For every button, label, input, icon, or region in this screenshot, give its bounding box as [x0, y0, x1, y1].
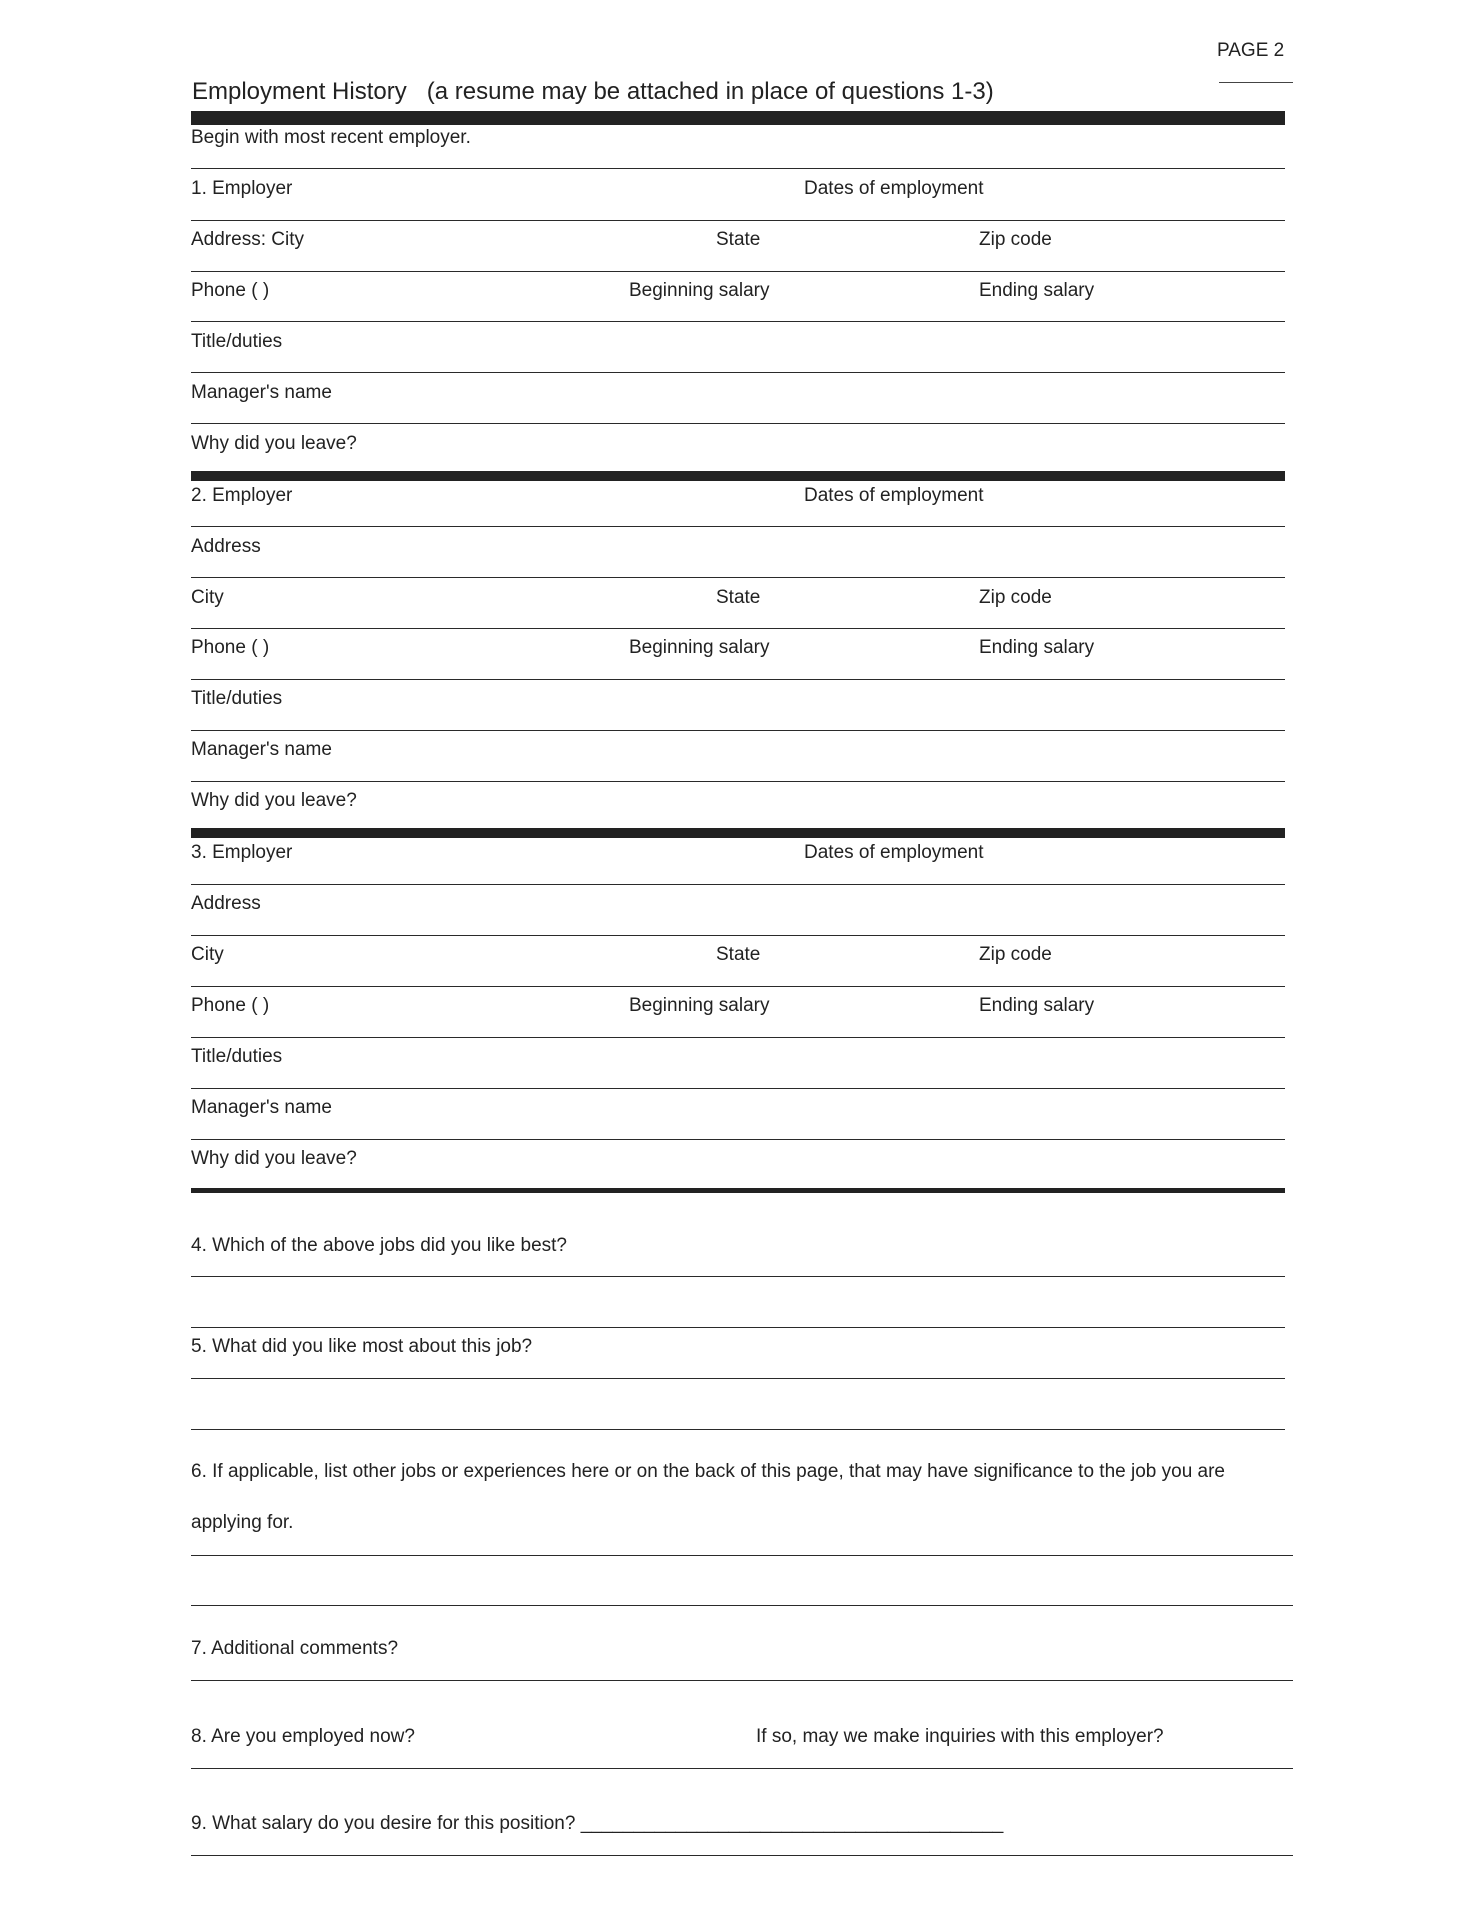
- employer-3-title-line[interactable]: [191, 1088, 1285, 1089]
- employer-1-zip-label: Zip code: [979, 229, 1052, 250]
- employer-3-title-label: Title/duties: [191, 1046, 283, 1067]
- employer-1-manager-line[interactable]: [191, 423, 1285, 424]
- rule: [191, 168, 1285, 169]
- employer-3-manager-line[interactable]: [191, 1139, 1285, 1140]
- employer-2-label: 2. Employer: [191, 485, 293, 506]
- employer-2-title-line[interactable]: [191, 730, 1285, 731]
- employer-1-address-line[interactable]: [191, 271, 1285, 272]
- employer-1-state-label: State: [716, 229, 761, 250]
- employer-3-zip-label: Zip code: [979, 944, 1052, 965]
- employer-3-dates-label: Dates of employment: [804, 842, 984, 863]
- employer-1-end-salary-label: Ending salary: [979, 280, 1095, 301]
- employer-2-phone-label: Phone ( ): [191, 637, 270, 658]
- section-rule: [191, 828, 1285, 838]
- employer-2-end-salary-label: Ending salary: [979, 637, 1095, 658]
- employer-2-manager-label: Manager's name: [191, 739, 332, 760]
- employer-2-zip-label: Zip code: [979, 587, 1052, 608]
- employer-3-begin-salary-label: Beginning salary: [629, 995, 770, 1016]
- employer-1-title-label: Title/duties: [191, 331, 283, 352]
- employer-1-address-city-label: Address: City: [191, 229, 304, 250]
- question-9: 9. What salary do you desire for this position? ________________________________________: [191, 1813, 1004, 1834]
- question-7-answer-line[interactable]: [191, 1680, 1293, 1681]
- question-4: 4. Which of the above jobs did you like best?: [191, 1235, 568, 1256]
- employer-1-dates-label: Dates of employment: [804, 178, 984, 199]
- question-5-answer-line[interactable]: [191, 1378, 1285, 1379]
- employer-2-manager-line[interactable]: [191, 781, 1285, 782]
- question-6-answer-line[interactable]: [191, 1555, 1293, 1556]
- employer-2-address-label: Address: [191, 536, 261, 557]
- question-6-continued: applying for.: [191, 1512, 294, 1533]
- employer-1-label: 1. Employer: [191, 178, 293, 199]
- employer-2-city-line[interactable]: [191, 628, 1285, 629]
- employer-1-begin-salary-label: Beginning salary: [629, 280, 770, 301]
- question-6: 6. If applicable, list other jobs or experiences here or on the back of this page, that may have significance to the job you are: [191, 1461, 1225, 1482]
- header-rule: [191, 111, 1285, 125]
- question-5-answer-line[interactable]: [191, 1429, 1285, 1430]
- employer-1-title-line[interactable]: [191, 372, 1285, 373]
- employer-1-manager-label: Manager's name: [191, 382, 332, 403]
- employer-2-state-label: State: [716, 587, 761, 608]
- title-text: Employment History: [192, 78, 407, 105]
- employer-1-why-leave-label: Why did you leave?: [191, 433, 357, 454]
- question-8: 8. Are you employed now?: [191, 1726, 415, 1747]
- employer-3-why-leave-label: Why did you leave?: [191, 1148, 357, 1169]
- employer-3-end-salary-label: Ending salary: [979, 995, 1095, 1016]
- employer-1-line[interactable]: [191, 220, 1285, 221]
- section-rule: [191, 471, 1285, 481]
- employer-2-dates-label: Dates of employment: [804, 485, 984, 506]
- employer-2-line[interactable]: [191, 526, 1285, 527]
- section-rule: [191, 1188, 1285, 1193]
- employer-2-why-leave-label: Why did you leave?: [191, 790, 357, 811]
- question-8-answer-line[interactable]: [191, 1768, 1293, 1769]
- question-4-answer-line[interactable]: [191, 1327, 1285, 1328]
- employer-3-phone-label: Phone ( ): [191, 995, 270, 1016]
- employer-3-state-label: State: [716, 944, 761, 965]
- employer-3-city-line[interactable]: [191, 986, 1285, 987]
- question-5: 5. What did you like most about this job?: [191, 1336, 533, 1357]
- page-number: PAGE 2: [1217, 40, 1285, 61]
- title-note: (a resume may be attached in place of questions 1-3): [426, 78, 994, 105]
- employer-2-city-label: City: [191, 587, 224, 608]
- question-9-answer-line[interactable]: [191, 1855, 1293, 1856]
- question-4-answer-line[interactable]: [191, 1276, 1285, 1277]
- page-number-underline: [1219, 82, 1293, 83]
- employer-3-label: 3. Employer: [191, 842, 293, 863]
- employer-3-manager-label: Manager's name: [191, 1097, 332, 1118]
- employer-3-phone-line[interactable]: [191, 1037, 1285, 1038]
- employer-3-line[interactable]: [191, 884, 1285, 885]
- employer-3-city-label: City: [191, 944, 224, 965]
- question-6-answer-line[interactable]: [191, 1605, 1293, 1606]
- employer-3-address-line[interactable]: [191, 935, 1285, 936]
- question-7: 7. Additional comments?: [191, 1638, 399, 1659]
- employer-2-phone-line[interactable]: [191, 679, 1285, 680]
- employer-3-address-label: Address: [191, 893, 261, 914]
- employer-2-address-line[interactable]: [191, 577, 1285, 578]
- page-title: [192, 78, 994, 106]
- employer-2-title-label: Title/duties: [191, 688, 283, 709]
- question-8-followup: If so, may we make inquiries with this employer?: [756, 1726, 1164, 1747]
- employer-2-begin-salary-label: Beginning salary: [629, 637, 770, 658]
- intro-text: Begin with most recent employer.: [191, 127, 471, 148]
- employer-1-phone-line[interactable]: [191, 321, 1285, 322]
- employer-1-phone-label: Phone ( ): [191, 280, 270, 301]
